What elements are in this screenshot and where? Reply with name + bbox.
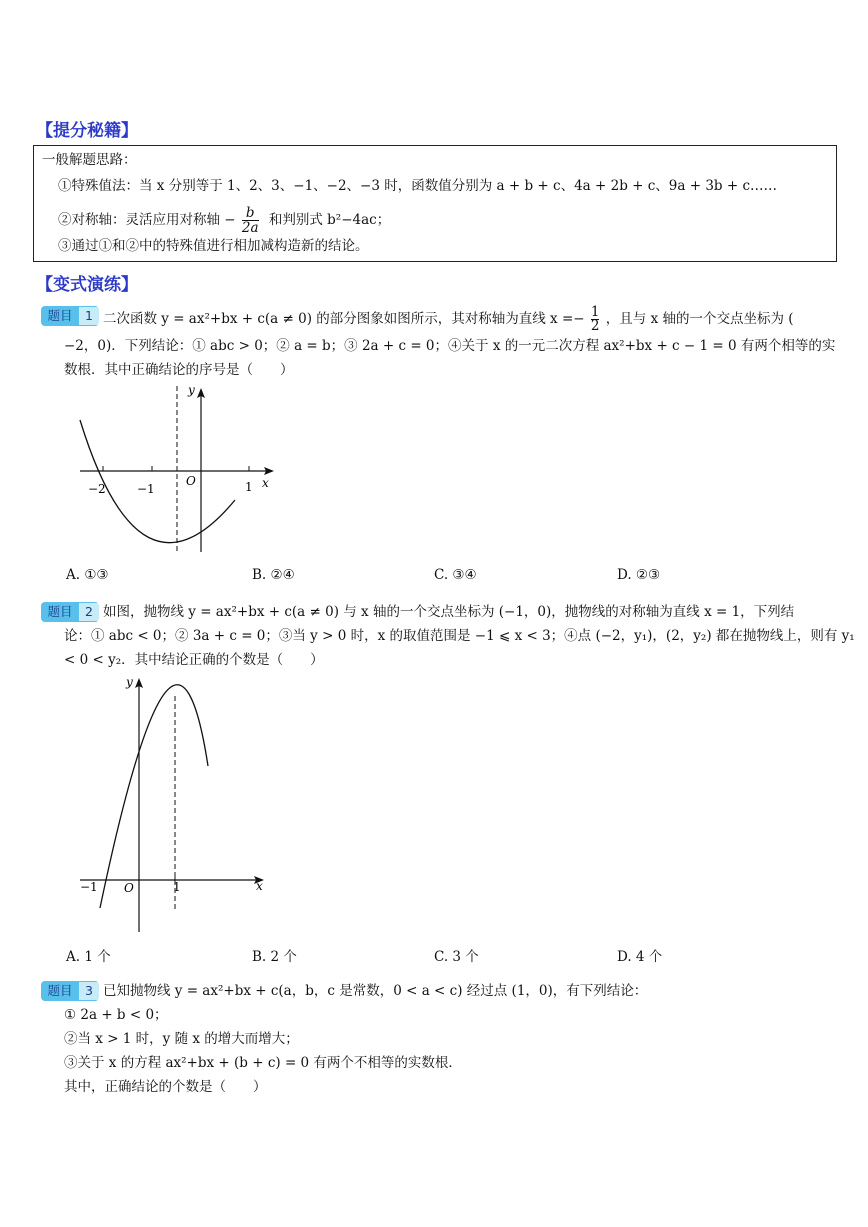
q2-option-b[interactable]: B. 2 个: [252, 949, 297, 965]
tips-line-3: ③通过①和②中的特殊值进行相加减构造新的结论。: [58, 238, 369, 254]
q1-line-3: 数根．其中正确结论的序号是（ ）: [64, 362, 294, 378]
fraction-b-over-2a: $\frac{b}{2a}$: [241, 205, 259, 236]
tips-line-0: 一般解题思路：: [42, 152, 137, 168]
q2-label-y: y: [126, 675, 133, 689]
q1-label-origin: O: [186, 474, 196, 488]
tips-line-1: ①特殊值法：当 x 分别等于 1、2、3、−1、−2、−3 时，函数值分别为 a + b + c、4a + 2b + c、9a + 3b + c……: [58, 178, 778, 194]
tips-line-2: [58, 206, 390, 235]
q2-tick-label-1: 1: [173, 880, 181, 894]
q3-line-3: ②当 x > 1 时，y 随 x 的增大而增大；: [64, 1031, 299, 1047]
q1-label-y: y: [188, 383, 195, 397]
q2-label-origin: O: [124, 881, 134, 895]
q2-parabola-graph: [70, 670, 280, 940]
section-title-practice: 【变式演练】: [36, 275, 138, 295]
q2-option-d[interactable]: D. 4 个: [617, 949, 663, 965]
q2-option-c[interactable]: C. 3 个: [434, 949, 479, 965]
q1-line-1: 二次函数 y = ax²+bx + c(a ≠ 0) 的部分图象如图所示，其对称轴为直线 x =− $\frac{1}{2}$ ，且与 x 轴的一个交点坐标为 (: [103, 304, 794, 334]
q2-tick-label-neg1: −1: [80, 880, 98, 894]
q3-line-1: 已知抛物线 y = ax²+bx + c(a，b，c 是常数，0 < a < c) 经过点 (1，0)，有下列结论：: [103, 983, 648, 999]
q2-line-1: 如图，抛物线 y = ax²+bx + c(a ≠ 0) 与 x 轴的一个交点坐标为 (−1，0)，抛物线的对称轴为直线 x = 1，下列结: [103, 604, 795, 620]
question-badge-3: 题目 3: [41, 981, 99, 1001]
q3-line-5: 其中，正确结论的个数是（ ）: [64, 1079, 267, 1095]
q1-label-x: x: [262, 476, 269, 490]
fraction-one-half: $\frac{1}{2}$: [590, 304, 600, 334]
question-badge-2: 题目 2: [41, 602, 99, 622]
q3-line-4: ③关于 x 的方程 ax²+bx + (b + c) = 0 有两个不相等的实数根．: [64, 1055, 462, 1071]
tips-line-2-post: 和判别式 b²−4ac；: [268, 212, 391, 228]
q1-option-a[interactable]: A. ①③: [66, 567, 109, 583]
q3-line-2: ① 2a + b < 0；: [64, 1007, 168, 1023]
q2-parabola-curve: [100, 685, 208, 908]
q1-parabola-graph: [60, 380, 290, 560]
question-badge-1: 题目 1: [41, 306, 99, 326]
tips-line-2-pre: ②对称轴：灵活应用对称轴 −: [58, 212, 236, 228]
section-title-tips: 【提分秘籍】: [36, 121, 138, 141]
q2-line-2: 论：① abc < 0；② 3a + c = 0；③当 y > 0 时，x 的取值范围是 −1 ⩽ x < 3；④点 (−2，y₁)，(2，y₂) 都在抛物线上，则有 y₁: [64, 628, 855, 644]
q1-tick-label-neg1: −1: [137, 482, 155, 496]
q1-option-b[interactable]: B. ②④: [252, 567, 295, 583]
q1-tick-label-1: 1: [245, 480, 253, 494]
q1-option-c[interactable]: C. ③④: [434, 567, 477, 583]
q1-line-2: −2，0)．下列结论：① abc > 0；② a = b；③ 2a + c = 0；④关于 x 的一元二次方程 ax²+bx + c − 1 = 0 有两个相等的实: [64, 338, 836, 354]
q1-option-d[interactable]: D. ②③: [617, 567, 661, 583]
q2-line-3: < 0 < y₂．其中结论正确的个数是（ ）: [64, 652, 324, 668]
q2-label-x: x: [256, 879, 263, 893]
tips-box: [33, 145, 837, 262]
q1-tick-label-neg2: −2: [88, 482, 106, 496]
q2-option-a[interactable]: A. 1 个: [66, 949, 111, 965]
